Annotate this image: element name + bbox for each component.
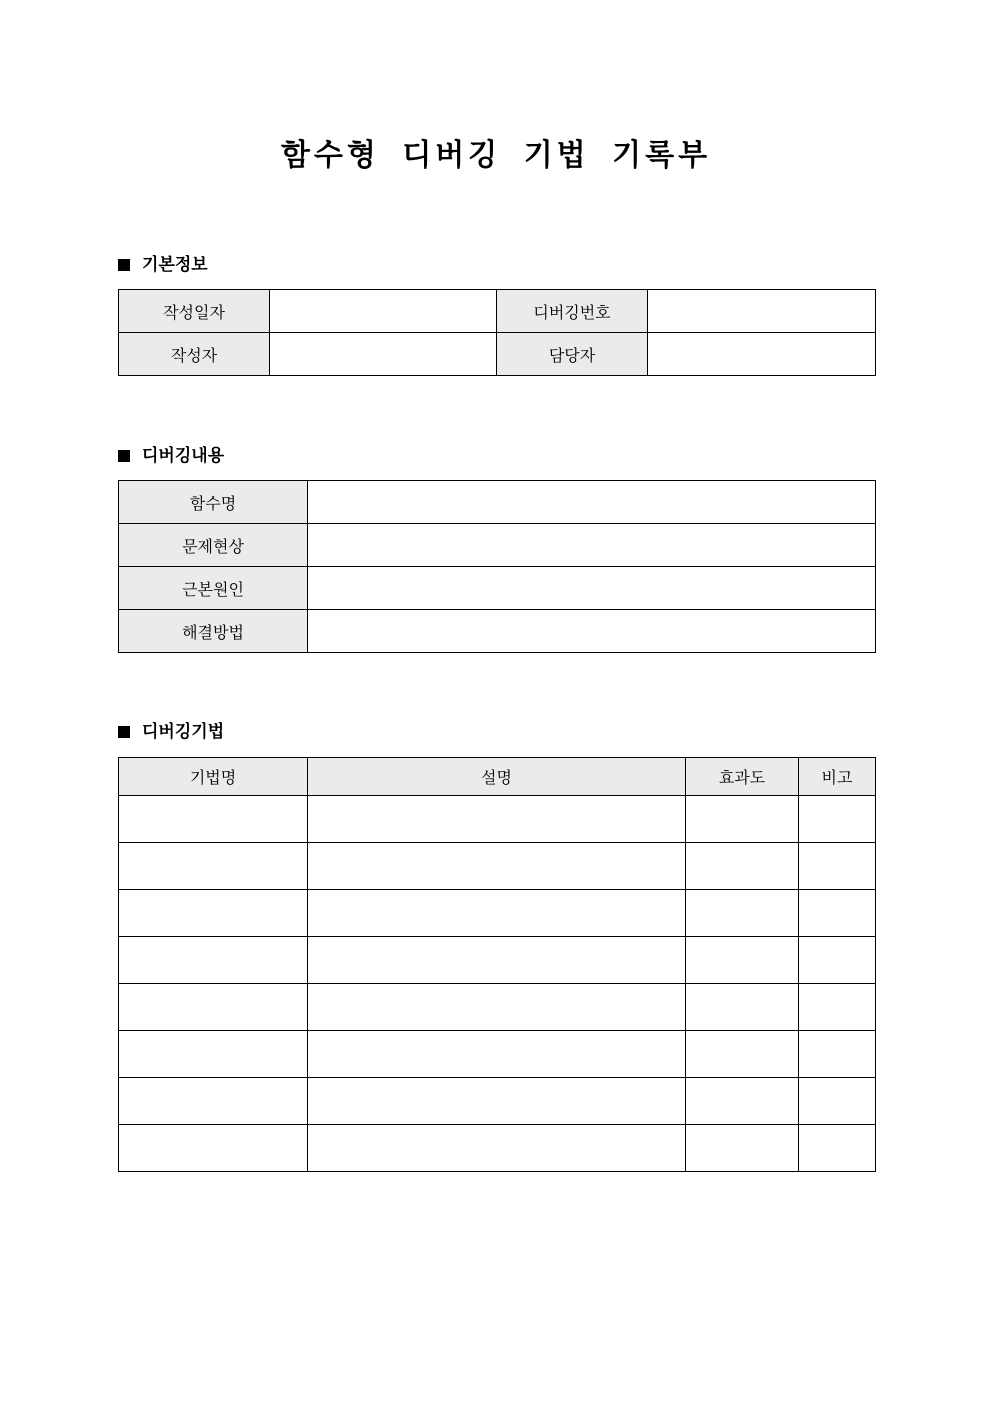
- technique-cell[interactable]: [119, 937, 308, 984]
- square-bullet-icon: [118, 450, 130, 462]
- effectiveness-cell[interactable]: [686, 1125, 799, 1172]
- debug-number-field[interactable]: [648, 290, 876, 333]
- table-row: [119, 1031, 876, 1078]
- table-row: [119, 843, 876, 890]
- table-row: [119, 481, 876, 524]
- table-row: [119, 524, 876, 567]
- technique-cell[interactable]: [119, 1031, 308, 1078]
- table-row: [119, 984, 876, 1031]
- table-row: [119, 333, 876, 376]
- description-cell[interactable]: [308, 1031, 686, 1078]
- manager-label: 담당자: [497, 333, 648, 376]
- technique-cell[interactable]: [119, 1125, 308, 1172]
- description-cell[interactable]: [308, 1125, 686, 1172]
- table-row: [119, 890, 876, 937]
- description-cell[interactable]: [308, 843, 686, 890]
- technique-cell[interactable]: [119, 890, 308, 937]
- note-cell[interactable]: [799, 984, 876, 1031]
- description-cell[interactable]: [308, 796, 686, 843]
- author-field[interactable]: [270, 333, 497, 376]
- note-cell[interactable]: [799, 1031, 876, 1078]
- column-header-effectiveness: 효과도: [686, 758, 799, 796]
- table-row: [119, 290, 876, 333]
- note-cell[interactable]: [799, 890, 876, 937]
- solution-label: 해결방법: [119, 610, 308, 653]
- column-header-description: 설명: [308, 758, 686, 796]
- square-bullet-icon: [118, 726, 130, 738]
- debug-number-label: 디버깅번호: [497, 290, 648, 333]
- table-row: [119, 796, 876, 843]
- function-name-field[interactable]: [308, 481, 876, 524]
- section-heading-content: [118, 445, 224, 467]
- note-cell[interactable]: [799, 937, 876, 984]
- effectiveness-cell[interactable]: [686, 843, 799, 890]
- author-label: 작성자: [119, 333, 270, 376]
- technique-cell[interactable]: [119, 796, 308, 843]
- description-cell[interactable]: [308, 984, 686, 1031]
- note-cell[interactable]: [799, 1125, 876, 1172]
- solution-field[interactable]: [308, 610, 876, 653]
- section-heading-basic: [118, 254, 208, 276]
- table-row: [119, 937, 876, 984]
- note-cell[interactable]: [799, 843, 876, 890]
- table-header-row: [119, 758, 876, 796]
- technique-cell[interactable]: [119, 1078, 308, 1125]
- effectiveness-cell[interactable]: [686, 1078, 799, 1125]
- manager-field[interactable]: [648, 333, 876, 376]
- basic-info-table: [118, 289, 876, 376]
- debug-content-table: [118, 480, 876, 653]
- section-heading-techniques: [118, 721, 224, 743]
- effectiveness-cell[interactable]: [686, 1031, 799, 1078]
- date-label: 작성일자: [119, 290, 270, 333]
- column-header-note: 비고: [799, 758, 876, 796]
- note-cell[interactable]: [799, 1078, 876, 1125]
- effectiveness-cell[interactable]: [686, 890, 799, 937]
- root-cause-field[interactable]: [308, 567, 876, 610]
- description-cell[interactable]: [308, 890, 686, 937]
- table-row: [119, 610, 876, 653]
- note-cell[interactable]: [799, 796, 876, 843]
- function-name-label: 함수명: [119, 481, 308, 524]
- square-bullet-icon: [118, 259, 130, 271]
- table-row: [119, 1125, 876, 1172]
- effectiveness-cell[interactable]: [686, 984, 799, 1031]
- section-heading-content-text: 디버깅내용: [142, 446, 225, 466]
- technique-cell[interactable]: [119, 984, 308, 1031]
- date-field[interactable]: [270, 290, 497, 333]
- page-title: 함수형 디버깅 기법 기록부: [280, 138, 712, 173]
- debug-techniques-table: [118, 757, 876, 1172]
- effectiveness-cell[interactable]: [686, 796, 799, 843]
- technique-cell[interactable]: [119, 843, 308, 890]
- table-row: [119, 567, 876, 610]
- table-row: [119, 1078, 876, 1125]
- symptom-field[interactable]: [308, 524, 876, 567]
- description-cell[interactable]: [308, 1078, 686, 1125]
- root-cause-label: 근본원인: [119, 567, 308, 610]
- description-cell[interactable]: [308, 937, 686, 984]
- effectiveness-cell[interactable]: [686, 937, 799, 984]
- section-heading-basic-text: 기본정보: [142, 255, 208, 275]
- symptom-label: 문제현상: [119, 524, 308, 567]
- column-header-technique: 기법명: [119, 758, 308, 796]
- section-heading-techniques-text: 디버깅기법: [142, 722, 225, 742]
